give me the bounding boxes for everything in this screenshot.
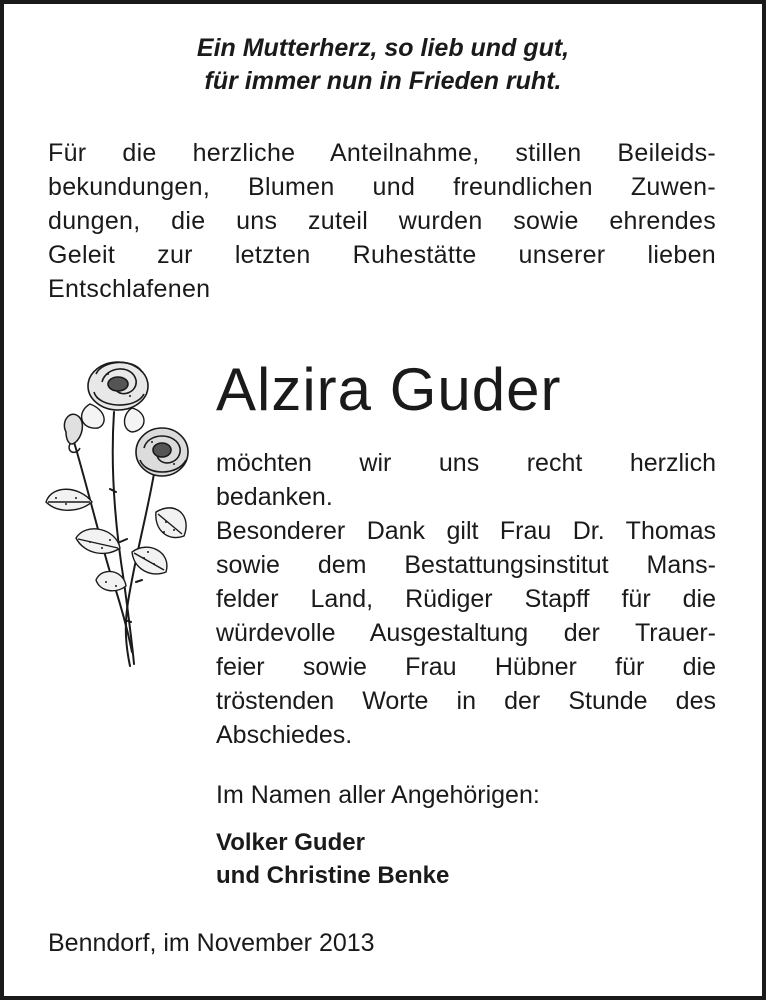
signers bbox=[216, 826, 449, 892]
roses-icon bbox=[36, 352, 196, 672]
intro-line: Entschlafenen bbox=[48, 275, 211, 303]
motto-line-2: für immer nun in Frieden ruht. bbox=[204, 67, 562, 95]
message-line: Abschiedes. bbox=[216, 721, 353, 749]
motto bbox=[0, 32, 766, 98]
closing-line: Im Namen aller Angehörigen: bbox=[216, 781, 540, 809]
message-line: sowie dem Bestattungsinstitut Mans- bbox=[216, 551, 716, 579]
message-line: würdevolle Ausgestaltung der Trauer- bbox=[216, 619, 716, 647]
signer-line-1: Volker Guder bbox=[216, 829, 365, 856]
intro-paragraph bbox=[48, 136, 716, 306]
message-line: tröstenden Worte in der Stunde des bbox=[216, 687, 716, 715]
message-line: bedanken. bbox=[216, 483, 333, 511]
message-line: felder Land, Rüdiger Stapff für die bbox=[216, 585, 716, 613]
signer-line-2: und Christine Benke bbox=[216, 862, 450, 889]
message-line: Besonderer Dank gilt Frau Dr. Thomas bbox=[216, 517, 716, 545]
motto-line-1: Ein Mutterherz, so lieb und gut, bbox=[196, 34, 570, 62]
intro-line: dungen, die uns zuteil wurden sowie ehrendes bbox=[48, 207, 716, 235]
message-line: feier sowie Frau Hübner für die bbox=[216, 653, 716, 681]
intro-line: Für die herzliche Anteilnahme, stillen Beileids- bbox=[48, 139, 716, 167]
message-paragraph bbox=[216, 446, 716, 752]
place-date: Benndorf, im November 2013 bbox=[48, 929, 375, 957]
intro-line: bekundungen, Blumen und freundlichen Zuwen- bbox=[48, 173, 716, 201]
message-line: möchten wir uns recht herzlich bbox=[216, 449, 716, 477]
deceased-name: Alzira Guder bbox=[216, 356, 562, 423]
intro-line: Geleit zur letzten Ruhestätte unserer lieben bbox=[48, 241, 716, 269]
